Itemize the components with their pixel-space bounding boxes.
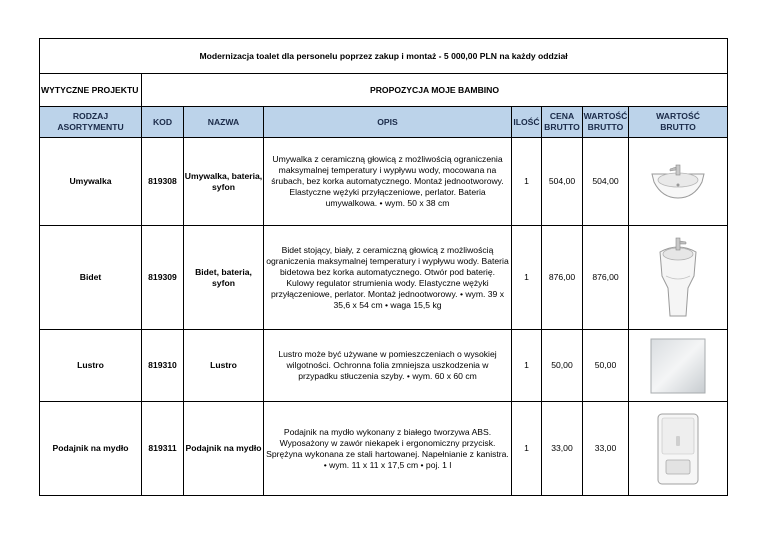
cell-ilosc: 1 xyxy=(512,138,542,226)
cell-opis: Bidet stojący, biały, z ceramiczną głowicą z możliwością ograniczenia maksymalnej temperatury i wypływu wody. Bateria bidetowa bez korka automatycznego. Otwór pod baterię. Kulowy regulator strumienia wody. Elastyczne wężyki przyłączeniowe, perlator. Montaż jednootworowy. • wym. 39 x 35,6 x 54 cm • waga 15,5 kg xyxy=(264,226,512,330)
cell-rodzaj: Podajnik na mydło xyxy=(40,402,142,496)
soap-dispenser-icon xyxy=(654,412,702,486)
document-title: Modernizacja toalet dla personelu poprzez zakup i montaż - 5 000,00 PLN na każdy oddział xyxy=(40,39,728,74)
table-row xyxy=(40,226,728,330)
cell-nazwa: Umywalka, bateria, syfon xyxy=(184,138,264,226)
header-rodzaj-line2: ASORTYMENTU xyxy=(57,122,124,132)
cell-rodzaj: Lustro xyxy=(40,330,142,402)
header-wartosc2-line2: BRUTTO xyxy=(660,122,696,132)
header-wartosc-2 xyxy=(629,107,728,138)
cell-kod: 819309 xyxy=(142,226,184,330)
header-wartosc-line2: BRUTTO xyxy=(587,122,624,132)
washbasin-icon xyxy=(648,162,708,202)
cell-nazwa: Lustro xyxy=(184,330,264,402)
cell-kod: 819311 xyxy=(142,402,184,496)
header-cena xyxy=(542,107,583,138)
column-header-row xyxy=(40,107,728,138)
cell-image xyxy=(629,226,728,330)
cell-ilosc: 1 xyxy=(512,226,542,330)
header-rodzaj xyxy=(40,107,142,138)
cell-wartosc: 876,00 xyxy=(583,226,629,330)
cell-cena: 50,00 xyxy=(542,330,583,402)
cell-nazwa: Bidet, bateria, syfon xyxy=(184,226,264,330)
cell-opis: Umywalka z ceramiczną głowicą z możliwością ograniczenia maksymalnej temperatury i wypływu wody, mocowana na śrubach, bez korka automatycznego. Montaż jednootworowy. Elastyczne wężyki przyłączeniowe, perlator. Bateria umywalkowa. • wym. 50 x 38 cm xyxy=(264,138,512,226)
section-row xyxy=(40,74,728,107)
section-left-label: WYTYCZNE PROJEKTU xyxy=(40,74,142,107)
bidet-icon xyxy=(654,236,702,320)
cell-cena: 33,00 xyxy=(542,402,583,496)
cell-opis: Lustro może być używane w pomieszczeniach o wysokiej wilgotności. Ochronna folia zmniejsza uszkodzenia w przypadku stłuczenia szyby. • wym. 60 x 60 cm xyxy=(264,330,512,402)
header-ilosc: ILOŚĆ xyxy=(512,107,542,138)
header-wartosc-line1: WARTOŚĆ xyxy=(583,111,628,121)
section-right-label: PROPOZYCJA MOJE BAMBINO xyxy=(142,74,728,107)
header-wartosc xyxy=(583,107,629,138)
cell-wartosc: 50,00 xyxy=(583,330,629,402)
cell-rodzaj: Umywalka xyxy=(40,138,142,226)
cell-opis: Podajnik na mydło wykonany z białego tworzywa ABS. Wyposażony w zawór niekapek i ergonomiczny przycisk. Sprężyna wykonana ze stali hartowanej. Napełnianie z kanistra. • wym. 11 x 11 x 17,5 cm • poj. 1 l xyxy=(264,402,512,496)
cell-kod: 819308 xyxy=(142,138,184,226)
header-kod: KOD xyxy=(142,107,184,138)
mirror-icon xyxy=(649,337,707,395)
header-rodzaj-line1: RODZAJ xyxy=(72,111,109,121)
header-cena-line1: CENA xyxy=(549,111,575,121)
cell-cena: 504,00 xyxy=(542,138,583,226)
title-row xyxy=(40,39,728,74)
cell-wartosc: 504,00 xyxy=(583,138,629,226)
cell-image xyxy=(629,402,728,496)
header-opis: OPIS xyxy=(264,107,512,138)
cell-cena: 876,00 xyxy=(542,226,583,330)
cell-kod: 819310 xyxy=(142,330,184,402)
table-row xyxy=(40,402,728,496)
cell-ilosc: 1 xyxy=(512,330,542,402)
header-cena-line2: BRUTTO xyxy=(544,122,580,132)
offer-table xyxy=(39,38,728,496)
cell-image xyxy=(629,138,728,226)
header-nazwa: NAZWA xyxy=(184,107,264,138)
header-wartosc2-line1: WARTOŚĆ xyxy=(656,111,700,121)
cell-wartosc: 33,00 xyxy=(583,402,629,496)
table-row xyxy=(40,138,728,226)
cell-nazwa: Podajnik na mydło xyxy=(184,402,264,496)
cell-ilosc: 1 xyxy=(512,402,542,496)
cell-image xyxy=(629,330,728,402)
cell-rodzaj: Bidet xyxy=(40,226,142,330)
table-row xyxy=(40,330,728,402)
